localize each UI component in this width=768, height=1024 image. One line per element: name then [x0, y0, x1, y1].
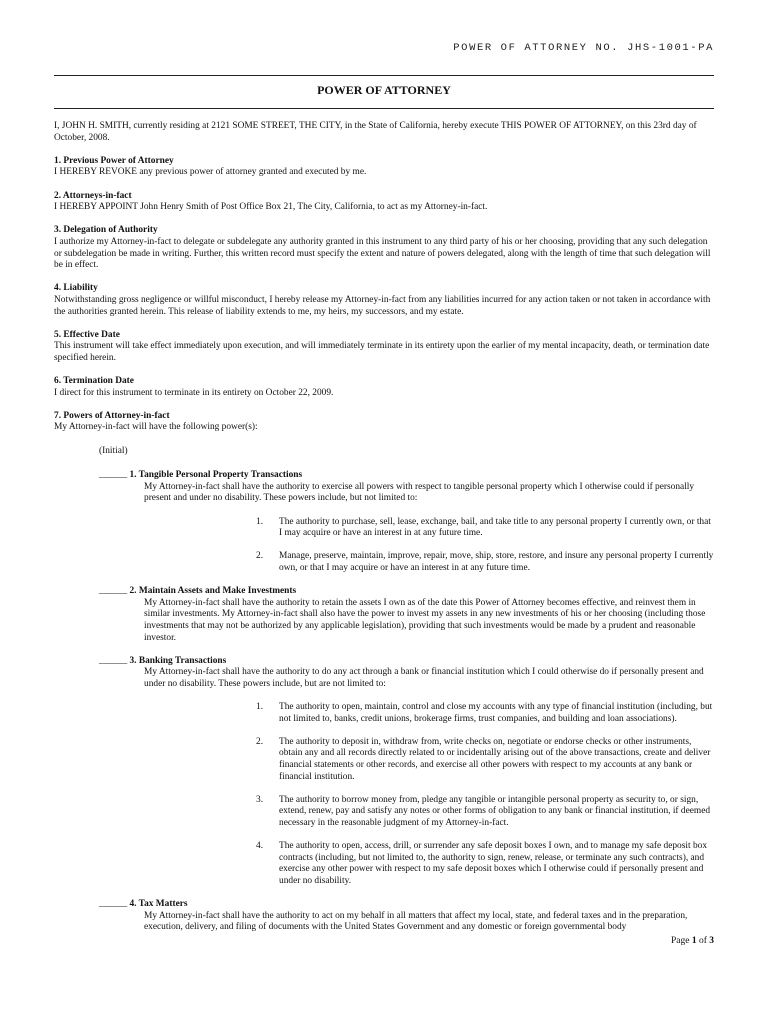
subitem [256, 551, 714, 574]
section-body: Notwithstanding gross negligence or willful misconduct, I hereby release my Attorney-in-fact from any liabilities incurred for any action taken or not taken in accordance with the authorities granted herein. This release of liability extends to me, my heirs, my successors, and my estate. [54, 294, 711, 317]
power-item [99, 899, 714, 934]
section-body: This instrument will take effect immediately upon execution, and will immediately terminate in its entirety upon the earlier of my mental incapacity, death, or termination date specified herein. [54, 341, 710, 363]
section-body: I HEREBY APPOINT John Henry Smith of Post Office Box 21, The City, California, to act as my Attorney-in-fact. [54, 202, 488, 213]
section-heading: 3. Delegation of Authority [54, 225, 158, 236]
subitem-number: 2. [256, 551, 264, 562]
section-heading: 2. Attorneys-in-fact [54, 190, 132, 201]
power-item [99, 586, 714, 644]
power-title [99, 470, 714, 482]
document-body [54, 121, 714, 946]
power-description: My Attorney-in-fact shall have the authority to exercise all powers with respect to tangible personal property which I otherwise could if personally present and under no disability. These powers include, but not limited to: [144, 481, 695, 504]
section [54, 191, 714, 214]
subitem-text: The authority to open, access, drill, or surrender any safe deposit boxes I own, and to manage my safe deposit box contracts (including, but not limited to, the authority to sign, renew, release, or terminate any such contracts), and exercise any other power with respect to my safe deposit boxes which I otherwise could if personally present and under no disability. [279, 841, 708, 886]
section [54, 411, 714, 434]
power-item [99, 470, 714, 574]
initial-blank: ______ [99, 470, 128, 481]
subitem [256, 736, 714, 783]
section [54, 156, 714, 179]
subitem-text: Manage, preserve, maintain, improve, repair, move, ship, store, restore, and insure any personal property I currently own, or that I may acquire or have an interest in at any future time. [279, 551, 714, 573]
power-subitems [99, 517, 714, 575]
section [54, 330, 714, 365]
intro-paragraph: I, JOHN H. SMITH, currently residing at 2121 SOME STREET, THE CITY, in the State of California, hereby execute THIS POWER OF ATTORNEY, on this 23rd day of October, 2008. [54, 121, 697, 143]
document-title: POWER OF ATTORNEY [317, 83, 451, 97]
subitem-number: 4. [256, 841, 264, 852]
initial-blank: ______ [99, 899, 128, 910]
section-body: I direct for this instrument to terminate in its entirety on October 22, 2009. [54, 387, 334, 398]
top-divider [54, 75, 714, 76]
subitem [256, 841, 714, 887]
subitem-text: The authority to borrow money from, pledge any tangible or intangible personal property as security to, or sign, extend, renew, pay and satisfy any notes or other forms of obligation to any bank or financial institution, if deemed necessary in the reasonable judgment of my Attorney-in-fact. [279, 794, 711, 829]
section-heading: 6. Termination Date [54, 376, 134, 387]
section-heading: 1. Previous Power of Attorney [54, 155, 174, 166]
of-word: of [698, 936, 707, 946]
power-title-text: 2. Maintain Assets and Make Investments [129, 586, 297, 597]
page-indicator [671, 936, 714, 948]
subitem-text: The authority to purchase, sell, lease, exchange, bail, and take title to any personal property I currently own, or that I may acquire or have an interest in at any future time. [279, 516, 711, 539]
document-number: POWER OF ATTORNEY NO. JHS-1001-PA [453, 42, 714, 54]
initial-blank: ______ [99, 586, 128, 597]
subitem-number: 1. [256, 702, 264, 713]
page-total: 3 [709, 936, 714, 946]
power-title [99, 586, 714, 598]
power-title-text: 1. Tangible Personal Property Transactions [129, 470, 303, 481]
section-heading: 4. Liability [54, 283, 98, 294]
section [54, 283, 714, 318]
power-description: My Attorney-in-fact shall have the authority to act on my behalf in all matters that affect my local, state, and federal taxes and in the preparation, execution, delivery, and filing of documents with the United States Government and any domestic or foreign governmental body [144, 910, 688, 933]
section-body: My Attorney-in-fact will have the following power(s): [54, 422, 258, 433]
sections-list [54, 156, 714, 434]
power-item [99, 656, 714, 888]
subitem [256, 702, 714, 725]
power-title [99, 899, 714, 911]
title-divider [54, 108, 714, 109]
subitem [256, 794, 714, 830]
subitem-text: The authority to open, maintain, control and close my accounts with any type of financial institution (including, but not limited to, banks, credit unions, brokerage firms, trust companies, and building and loan associations). [279, 702, 713, 724]
page-word: Page [670, 936, 690, 946]
section-body: I authorize my Attorney-in-fact to delegate or subdelegate any authority granted in this instrument to any third party of his or her choosing, providing that any such delegation or subdelegation be made in writing. Further, this written record must specify the extent and nature of powers delegated, along with the length of time that such delegation will be in effect. [54, 236, 711, 271]
section-heading: 7. Powers of Attorney-in-fact [54, 410, 170, 421]
section [54, 225, 714, 271]
power-title-text: 4. Tax Matters [129, 899, 188, 910]
subitem-number: 2. [256, 736, 264, 747]
power-title [99, 656, 714, 668]
power-title-text: 3. Banking Transactions [129, 655, 227, 666]
section-heading: 5. Effective Date [54, 329, 120, 340]
section [54, 376, 714, 399]
power-description: My Attorney-in-fact shall have the authority to do any act through a bank or financial institution which I could otherwise do if personally present and under no disability. These powers include, but are not limited to: [144, 667, 704, 689]
initial-blank: ______ [99, 655, 128, 666]
power-description: My Attorney-in-fact shall have the authority to retain the assets I own as of the date this Power of Attorney becomes effective, and reinvest them in similar investments. My Attorney-in-fact shall also have the power to invest my assets in any new investments of his or her choosing (including those investments that may not be authorized by any applicable legislation), providing that such investments would be made by a prudent and reasonable investor. [144, 597, 706, 643]
subitem [256, 516, 714, 540]
subitem-text: The authority to deposit in, withdraw from, write checks on, negotiate or endorse checks or other instruments, obtain any and all records directly related to or incidentally arising out of the above transactions, create and deliver financial statements or other records, and exercise all other powers with respect to my accounts at any bank or financial institution. [279, 736, 711, 782]
subitem-number: 1. [256, 516, 264, 527]
power-subitems [99, 702, 714, 888]
subitem-number: 3. [256, 794, 264, 805]
initial-label: (Initial) [99, 445, 128, 456]
section-body: I HEREBY REVOKE any previous power of attorney granted and executed by me. [54, 167, 367, 178]
powers-list [54, 470, 714, 934]
page-number: 1 [691, 936, 697, 946]
